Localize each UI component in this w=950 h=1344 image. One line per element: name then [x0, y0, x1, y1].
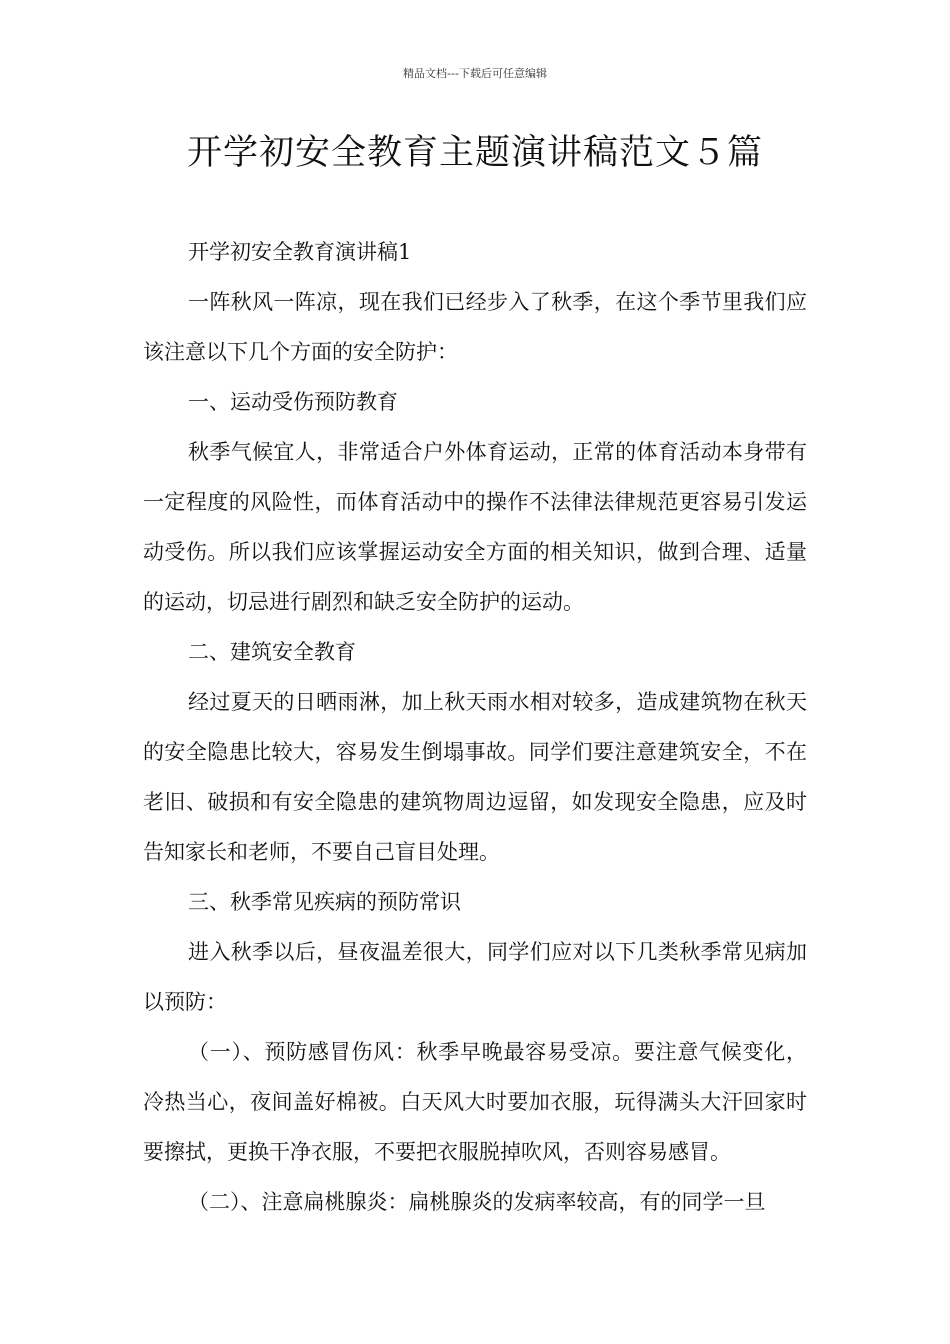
- document-body: [143, 227, 807, 1227]
- paragraph-tonsillitis: （二）、注意扁桃腺炎：扁桃腺炎的发病率较高，有的同学一旦: [188, 1190, 766, 1214]
- header-note: 精品文档---下载后可任意编辑: [403, 67, 547, 80]
- section-heading-building: 二、建筑安全教育: [188, 640, 356, 664]
- section-heading-sports: 一、运动受伤预防教育: [188, 390, 398, 414]
- paragraph-building: 经过夏天的日晒雨淋，加上秋天雨水相对较多，造成建筑物在秋天的安全隐患比较大，容易发生倒塌事故。同学们要注意建筑安全，不在老旧、破损和有安全隐患的建筑物周边逗留，如发现安全隐患，应及时告知家长和老师，不要自己盲目处理。: [143, 690, 807, 864]
- paragraph-cold-prevention: （一）、预防感冒伤风：秋季早晚最容易受凉。要注意气候变化，冷热当心，夜间盖好棉被。白天风大时要加衣服，玩得满头大汗回家时要擦拭，更换干净衣服，不要把衣服脱掉吹风，否则容易感冒。: [143, 1040, 807, 1164]
- paragraph-disease-intro: 进入秋季以后，昼夜温差很大，同学们应对以下几类秋季常见病加以预防：: [143, 940, 807, 1014]
- paragraph-sports: 秋季气候宜人，非常适合户外体育运动，正常的体育活动本身带有一定程度的风险性，而体育活动中的操作不法律法律规范更容易引发运动受伤。所以我们应该掌握运动安全方面的相关知识，做到合理、适量的运动，切忌进行剧烈和缺乏安全防护的运动。: [143, 440, 807, 614]
- section-heading-disease: 三、秋季常见疾病的预防常识: [188, 890, 461, 914]
- paragraph-speech-heading: 开学初安全教育演讲稿1: [188, 240, 412, 264]
- paragraph-intro: 一阵秋风一阵凉，现在我们已经步入了秋季，在这个季节里我们应该注意以下几个方面的安全防护：: [143, 290, 807, 364]
- document-title: 开学初安全教育主题演讲稿范文５篇: [186, 133, 763, 173]
